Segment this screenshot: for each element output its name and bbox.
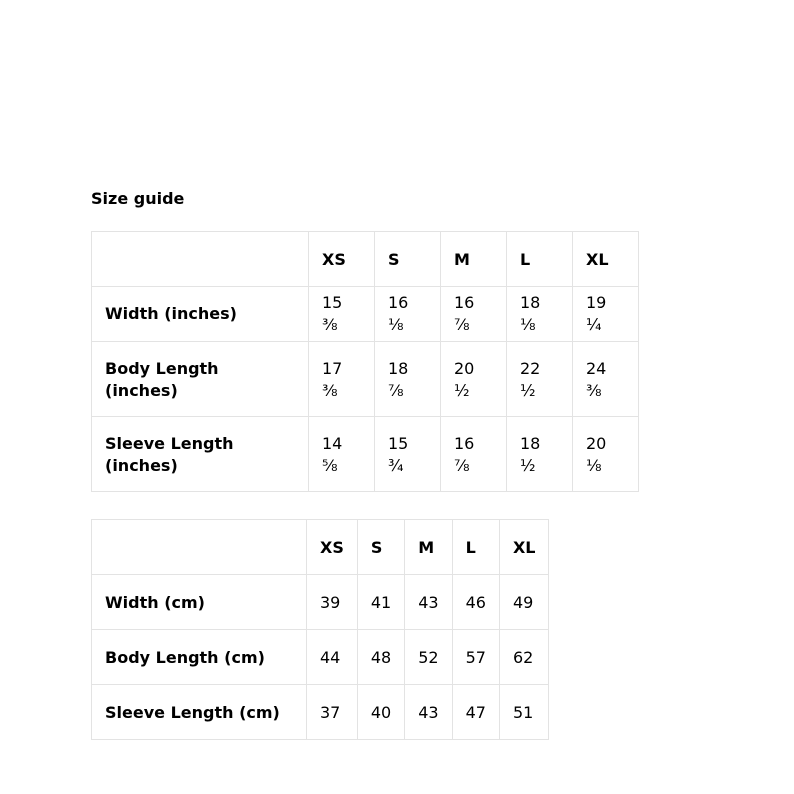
table-cell: 57: [452, 630, 499, 685]
row-label: Sleeve Length (cm): [92, 685, 307, 740]
row-label: Body Length (cm): [92, 630, 307, 685]
table-cell: 47: [452, 685, 499, 740]
header-empty-cell: [92, 520, 307, 575]
table-cell: 18 ⅞: [375, 342, 441, 417]
table-cell: 19 ¼: [573, 287, 639, 342]
table-cell: 24 ⅜: [573, 342, 639, 417]
table-cell: 16 ⅞: [441, 417, 507, 492]
header-size-xl: XL: [573, 232, 639, 287]
table-row: [92, 630, 549, 685]
table-header-row: [92, 520, 549, 575]
table-cell: 37: [307, 685, 358, 740]
header-size-s: S: [375, 232, 441, 287]
table-cell: 39: [307, 575, 358, 630]
table-row: [92, 342, 639, 417]
table-cell: 44: [307, 630, 358, 685]
table-cell: 40: [357, 685, 404, 740]
row-label: Width (cm): [92, 575, 307, 630]
size-table-inches: [91, 231, 639, 492]
table-cell: 62: [499, 630, 549, 685]
header-size-xs: XS: [309, 232, 375, 287]
table-cell: 43: [405, 685, 452, 740]
table-cell: 17 ⅜: [309, 342, 375, 417]
header-size-l: L: [507, 232, 573, 287]
table-row: [92, 287, 639, 342]
row-label: Sleeve Length (inches): [92, 417, 309, 492]
size-table-cm: [91, 519, 549, 740]
table-cell: 20 ⅛: [573, 417, 639, 492]
table-cell: 22 ½: [507, 342, 573, 417]
header-size-l: L: [452, 520, 499, 575]
table-cell: 16 ⅞: [441, 287, 507, 342]
table-cell: 15 ⅜: [309, 287, 375, 342]
table-header-row: [92, 232, 639, 287]
table-cell: 20 ½: [441, 342, 507, 417]
header-size-m: M: [405, 520, 452, 575]
row-label: Width (inches): [92, 287, 309, 342]
row-label: Body Length (inches): [92, 342, 309, 417]
header-size-xs: XS: [307, 520, 358, 575]
table-cell: 48: [357, 630, 404, 685]
table-cell: 18 ½: [507, 417, 573, 492]
table-cell: 18 ⅛: [507, 287, 573, 342]
table-cell: 49: [499, 575, 549, 630]
table-cell: 46: [452, 575, 499, 630]
header-size-m: M: [441, 232, 507, 287]
table-cell: 43: [405, 575, 452, 630]
table-cell: 14 ⅝: [309, 417, 375, 492]
table-cell: 15 ¾: [375, 417, 441, 492]
table-row: [92, 417, 639, 492]
table-cell: 51: [499, 685, 549, 740]
header-size-xl: XL: [499, 520, 549, 575]
table-cell: 41: [357, 575, 404, 630]
header-size-s: S: [357, 520, 404, 575]
table-row: [92, 685, 549, 740]
table-cell: 52: [405, 630, 452, 685]
table-row: [92, 575, 549, 630]
table-cell: 16 ⅛: [375, 287, 441, 342]
header-empty-cell: [92, 232, 309, 287]
page-title: Size guide: [91, 189, 185, 208]
